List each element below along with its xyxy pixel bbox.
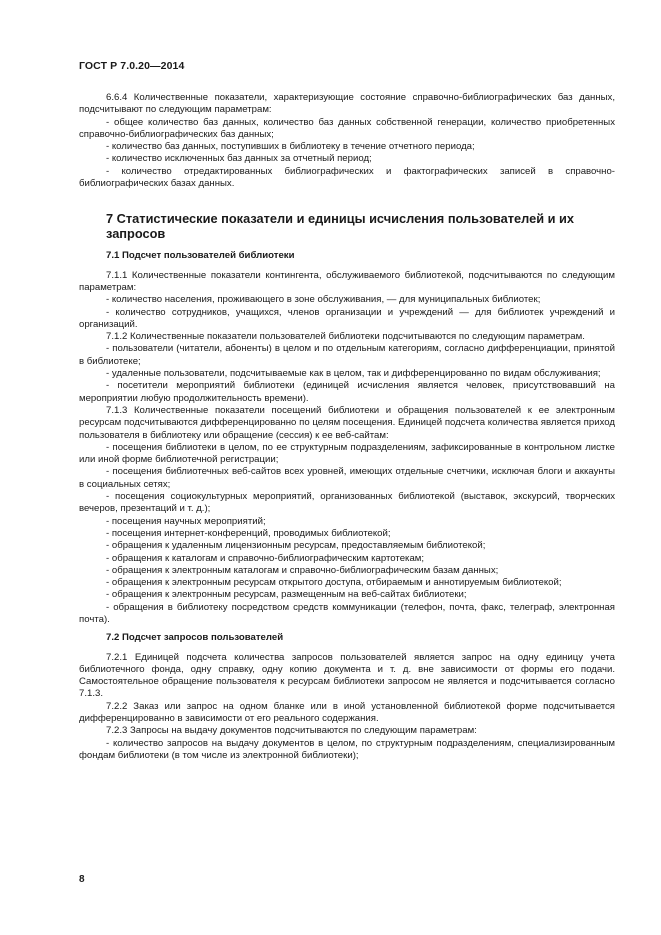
body-paragraph: - посещения библиотеки в целом, по ее структурным подразделениям, зафиксированные в контрольном листке или иной форме библиотечной регистрации; [79, 441, 615, 466]
body-paragraph: - количество населения, проживающего в зоне обслуживания, — для муниципальных библиотек; [106, 294, 541, 306]
body-paragraph: - обращения к каталогам и справочно-библиографическим картотекам; [106, 552, 425, 564]
body-paragraph: - общее количество баз данных, количество баз данных собственной генерации, количество приобретенных справочно-библиографических баз данных; [79, 116, 615, 140]
body-paragraph: - посетители мероприятий библиотеки (единицей исчисления является человек, присутствовавший на мероприятии любую продолжительность времени). [79, 380, 615, 404]
body-paragraph: - обращения к электронным ресурсам открытого доступа, отбираемым и аннотируемым библиотекой; [106, 577, 562, 589]
body-paragraph: - посещения социокультурных мероприятий, организованных библиотекой (выставок, экскурсий, творческих вечеров, презентаций и т. д.); [79, 491, 615, 515]
body-paragraph: - обращения к электронным каталогам и справочно-библиографическим базам данных; [106, 564, 499, 576]
page-number: 8 [79, 874, 85, 885]
document-body [79, 92, 615, 762]
body-paragraph: 7.1.2 Количественные показатели пользователей библиотеки подсчитываются по следующим параметрам. [106, 331, 585, 343]
body-paragraph: - удаленные пользователи, подсчитываемые как в целом, так и дифференцированно по видам обслуживания; [106, 368, 601, 380]
subsection-heading: 7.2 Подсчет запросов пользователей [106, 632, 284, 644]
body-paragraph: 7.2.3 Запросы на выдачу документов подсчитываются по следующим параметрам: [106, 725, 477, 737]
body-paragraph: - количество исключенных баз данных за отчетный период; [106, 153, 372, 165]
body-paragraph: - количество сотрудников, учащихся, членов организации и учреждений — для библиотек учреждений и организаций. [79, 306, 615, 330]
body-paragraph: - пользователи (читатели, абоненты) в целом и по отдельным категориям, согласно дифференциации, принятой в библиотеке; [79, 343, 615, 367]
body-paragraph: 7.2.2 Заказ или запрос на одном бланке или в иной установленной библиотекой форме подсчитывается дифференцированно в зависимости от его реального содержания. [79, 700, 615, 725]
body-paragraph: - количество запросов на выдачу документов в целом, по структурным подразделениям, специализированным фондам библиотеки (в том числе из электронной библиотеки); [79, 737, 615, 761]
body-paragraph: 7.2.1 Единицей подсчета количества запросов пользователей является запрос на одну единицу учета библиотечного фонда, одну справку, одну копию документа и т. д. вне зависимости от формы его подачи. Самостоятельное обращение пользователя к ресурсам библиотеки запросом не является и подсчитывается согласно 7.1.3. [79, 651, 615, 700]
subsection-heading: 7.1 Подсчет пользователей библиотеки [106, 250, 295, 262]
body-paragraph: - посещения интернет-конференций, проводимых библиотекой; [106, 527, 391, 539]
body-paragraph: 7.1.3 Количественные показатели посещений библиотеки и обращения пользователей к ее электронным ресурсам подсчитываются дифференцированно по целям посещения. Единицей подсчета количества является приход пользователя в библиотеку или обращение (сессия) к ее веб-сайтам: [79, 404, 615, 441]
body-paragraph: - посещения библиотечных веб-сайтов всех уровней, имеющих отдельные счетчики, исключая блоги и аккаунты в социальных сетях; [79, 466, 615, 490]
body-paragraph: 7.1.1 Количественные показатели контингента, обслуживаемого библиотекой, подсчитываются по следующим параметрам: [79, 269, 615, 293]
body-paragraph: - обращения к электронным ресурсам, размещенным на веб-сайтах библиотеки; [106, 589, 467, 601]
body-paragraph: - обращения в библиотеку посредством средств коммуникации (телефон, почта, факс, телеграф, электронная почта). [79, 601, 615, 625]
document-code-header: ГОСТ Р 7.0.20—2014 [79, 60, 185, 72]
body-paragraph: - обращения к удаленным лицензионным ресурсам, предоставляемым библиотекой; [106, 540, 486, 552]
body-paragraph: - количество отредактированных библиографических и фактографических записей в справочно-библиографических базах данных. [79, 165, 615, 190]
section-heading: 7 Статистические показатели и единицы исчисления пользователей и их запросов [106, 211, 575, 242]
body-paragraph: 6.6.4 Количественные показатели, характеризующие состояние справочно-библиографических баз данных, подсчитывают по следующим параметрам: [79, 92, 615, 116]
body-paragraph: - посещения научных мероприятий; [106, 515, 266, 527]
body-paragraph: - количество баз данных, поступивших в библиотеку в течение отчетного периода; [106, 141, 475, 153]
